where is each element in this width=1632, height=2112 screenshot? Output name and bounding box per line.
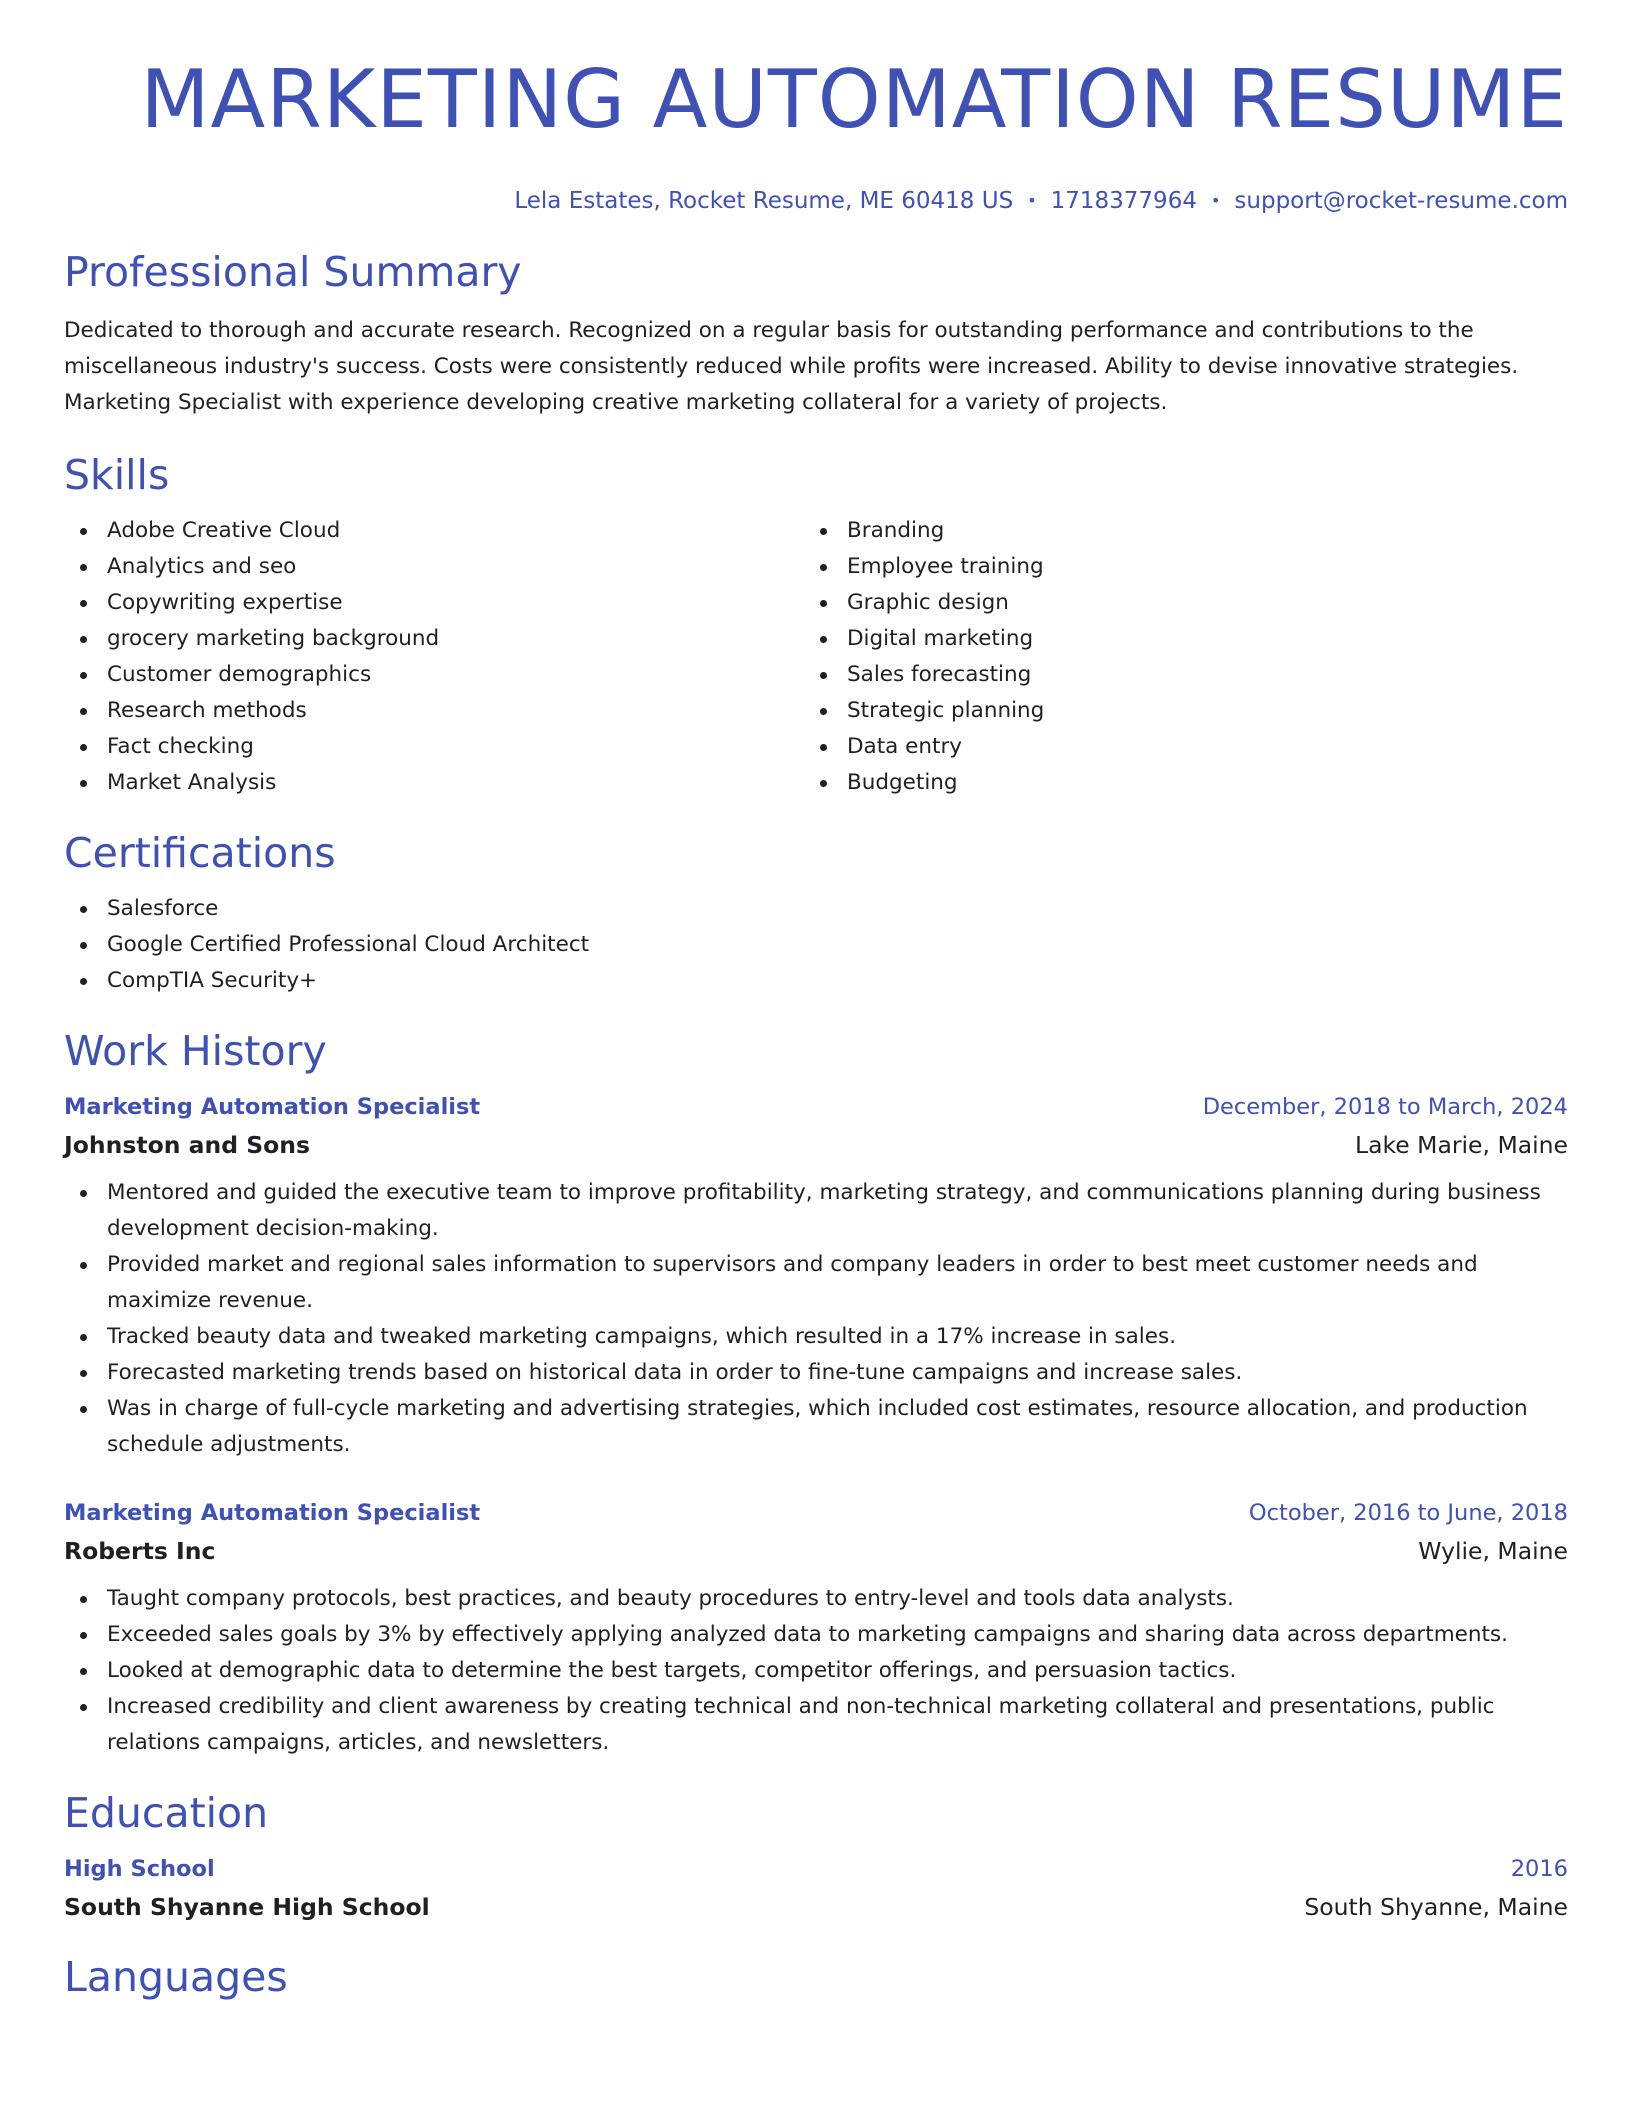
skill-item: Market Analysis xyxy=(64,765,804,801)
job-title: Marketing Automation Specialist xyxy=(64,1500,481,1526)
skills-heading: Skills xyxy=(64,451,170,499)
contact-separator: • xyxy=(1210,191,1221,210)
job-header xyxy=(64,1495,1568,1531)
skill-item: Fact checking xyxy=(64,729,804,765)
skill-item: Data entry xyxy=(804,729,1544,765)
skill-item: Graphic design xyxy=(804,585,1544,621)
skill-item: Branding xyxy=(804,513,1544,549)
job-company: Roberts Inc xyxy=(64,1537,216,1565)
skills-list-right xyxy=(804,513,1544,801)
skill-item: Sales forecasting xyxy=(804,657,1544,693)
skill-item: Copywriting expertise xyxy=(64,585,804,621)
contact-address: Lela Estates, Rocket Resume, ME 60418 US xyxy=(514,188,1014,214)
job-entry xyxy=(64,1089,1568,1463)
job-subheader xyxy=(64,1125,1568,1165)
education-school: South Shyanne High School xyxy=(64,1893,430,1921)
skills-grid xyxy=(64,513,1568,801)
education-section xyxy=(64,1787,1568,1927)
skill-item: Employee training xyxy=(804,549,1544,585)
education-location: South Shyanne, Maine xyxy=(1304,1893,1568,1921)
certifications-heading: Certifications xyxy=(64,829,336,877)
skill-item: grocery marketing background xyxy=(64,621,804,657)
job-company: Johnston and Sons xyxy=(64,1131,311,1159)
skills-section xyxy=(64,449,1568,801)
job-title: Marketing Automation Specialist xyxy=(64,1094,481,1120)
education-heading: Education xyxy=(64,1789,269,1837)
job-bullet: Looked at demographic data to determine the best targets, competitor offerings, and persuasion tactics. xyxy=(64,1653,1568,1689)
work-history-heading: Work History xyxy=(64,1027,327,1075)
resume-title: MARKETING AUTOMATION RESUME xyxy=(140,53,1568,146)
job-bullet: Forecasted marketing trends based on historical data in order to fine-tune campaigns and increase sales. xyxy=(64,1355,1568,1391)
job-location: Wylie, Maine xyxy=(1418,1537,1568,1565)
languages-heading: Languages xyxy=(64,1953,288,2001)
skill-item: Adobe Creative Cloud xyxy=(64,513,804,549)
job-header xyxy=(64,1089,1568,1125)
job-location: Lake Marie, Maine xyxy=(1354,1131,1568,1159)
contact-line xyxy=(64,186,1568,216)
education-subheader xyxy=(64,1887,1568,1927)
job-bullets xyxy=(64,1581,1568,1761)
job-bullet: Tracked beauty data and tweaked marketing campaigns, which resulted in a 17% increase in sales. xyxy=(64,1319,1568,1355)
education-degree: High School xyxy=(64,1856,215,1882)
contact-phone: 1718377964 xyxy=(1050,188,1197,214)
job-dates: October, 2016 to June, 2018 xyxy=(1248,1500,1568,1526)
job-bullet: Taught company protocols, best practices, and beauty procedures to entry-level and tools data analysts. xyxy=(64,1581,1568,1617)
certification-item: CompTIA Security+ xyxy=(64,963,1568,999)
skills-list-left xyxy=(64,513,804,801)
job-subheader xyxy=(64,1531,1568,1571)
job-entry xyxy=(64,1495,1568,1761)
education-year: 2016 xyxy=(1510,1856,1568,1882)
skill-item: Budgeting xyxy=(804,765,1544,801)
certification-item: Google Certified Professional Cloud Architect xyxy=(64,927,1568,963)
summary-section xyxy=(64,246,1568,421)
skill-item: Analytics and seo xyxy=(64,549,804,585)
certifications-section xyxy=(64,827,1568,999)
contact-email: support@rocket-resume.com xyxy=(1234,188,1568,214)
skill-item: Research methods xyxy=(64,693,804,729)
summary-text: Dedicated to thorough and accurate research. Recognized on a regular basis for outstanding performance and contributions to the miscellaneous industry's success. Costs were consistently reduced while profits were increased. Ability to devise innovative strategies. Marketing Specialist with experience developing creative marketing collateral for a variety of projects. xyxy=(64,318,1519,415)
job-bullet: Provided market and regional sales information to supervisors and company leaders in order to best meet customer needs and maximize revenue. xyxy=(64,1247,1568,1319)
job-bullets xyxy=(64,1175,1568,1463)
job-bullet: Increased credibility and client awareness by creating technical and non-technical marketing collateral and presentations, public relations campaigns, articles, and newsletters. xyxy=(64,1689,1568,1761)
job-dates: December, 2018 to March, 2024 xyxy=(1202,1094,1568,1120)
work-history-section xyxy=(64,1025,1568,1761)
languages-section xyxy=(64,1951,1568,2003)
skill-item: Strategic planning xyxy=(804,693,1544,729)
certifications-list xyxy=(64,891,1568,999)
skill-item: Digital marketing xyxy=(804,621,1544,657)
summary-heading: Professional Summary xyxy=(64,248,522,296)
job-bullet: Mentored and guided the executive team to improve profitability, marketing strategy, and communications planning during business development decision-making. xyxy=(64,1175,1568,1247)
skill-item: Customer demographics xyxy=(64,657,804,693)
job-bullet: Was in charge of full-cycle marketing and advertising strategies, which included cost estimates, resource allocation, and production schedule adjustments. xyxy=(64,1391,1568,1463)
education-header xyxy=(64,1851,1568,1887)
job-bullet: Exceeded sales goals by 3% by effectively applying analyzed data to marketing campaigns and sharing data across departments. xyxy=(64,1617,1568,1653)
certification-item: Salesforce xyxy=(64,891,1568,927)
education-entry xyxy=(64,1851,1568,1927)
contact-separator: • xyxy=(1027,191,1037,210)
